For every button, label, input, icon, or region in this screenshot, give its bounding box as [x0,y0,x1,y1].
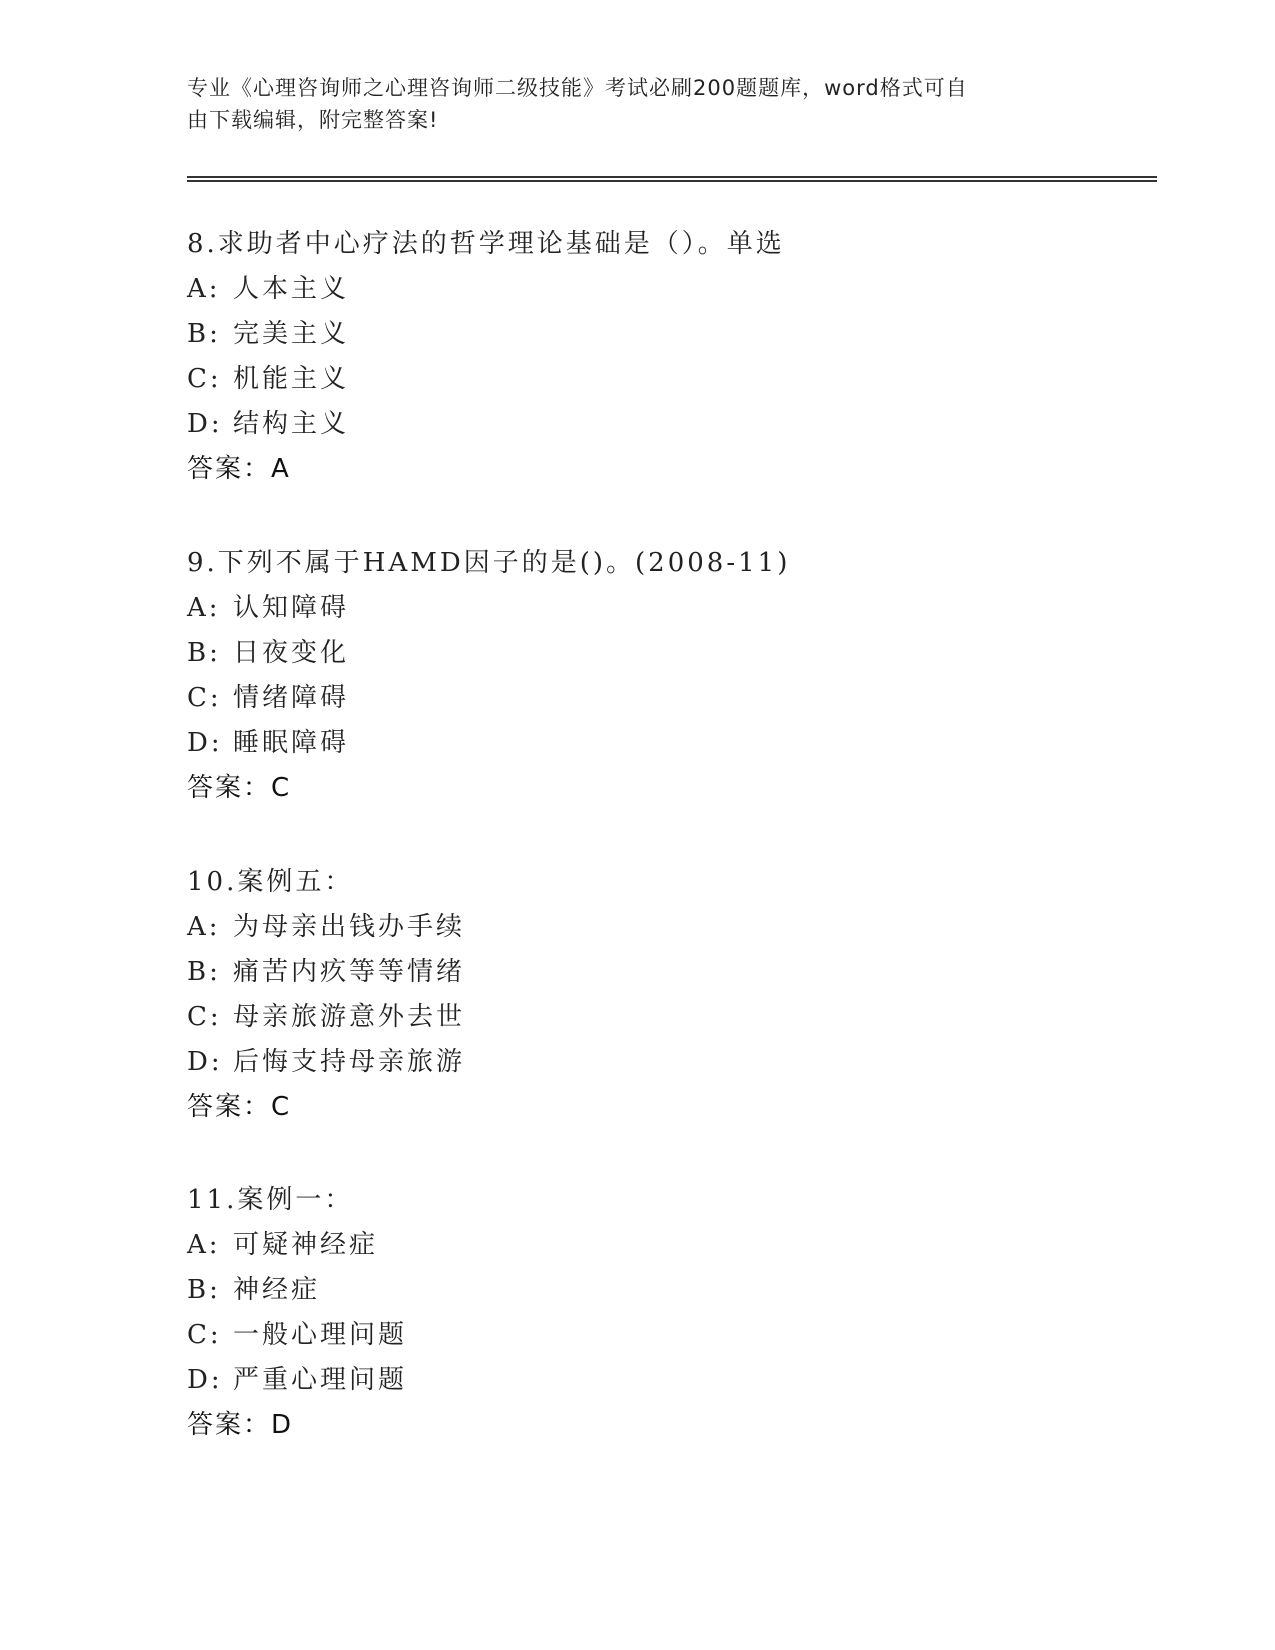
option-d [187,721,1087,766]
option-a [187,586,1087,631]
option-c [187,1313,1087,1358]
option-key: C: [187,683,222,713]
question-10 [187,860,1087,1130]
header-divider [187,176,1157,182]
option-text: 完美主义 [233,319,350,349]
option-d [187,1358,1087,1403]
option-text: 痛苦内疚等等情绪 [233,957,466,987]
answer: 答案：D [187,1410,294,1440]
option-b [187,1268,1087,1313]
option-key: A: [187,274,221,304]
option-d [187,402,1087,447]
option-c [187,676,1087,721]
option-text: 结构主义 [233,409,350,439]
option-c [187,357,1087,402]
option-key: A: [187,912,221,942]
question-8 [187,222,1087,492]
option-b [187,631,1087,676]
option-c [187,995,1087,1040]
option-key: D: [187,1047,223,1077]
option-key: D: [187,728,223,758]
question-title: 10.案例五： [187,867,354,897]
question-title: 9.下列不属于HAMD因子的是()。(2008-11) [187,548,791,578]
option-key: C: [187,1320,222,1350]
option-text: 睡眠障碍 [233,728,350,758]
question-11 [187,1178,1087,1448]
option-key: A: [187,1230,221,1260]
option-text: 认知障碍 [233,593,350,623]
option-text: 为母亲出钱办手续 [233,912,466,942]
option-key: B: [187,638,221,668]
option-text: 情绪障碍 [233,683,350,713]
question-9 [187,541,1087,811]
option-b [187,950,1087,995]
option-key: B: [187,319,221,349]
option-text: 母亲旅游意外去世 [233,1002,466,1032]
option-key: D: [187,409,223,439]
answer: 答案：C [187,1092,292,1122]
option-key: B: [187,957,221,987]
option-key: C: [187,364,222,394]
document-header [187,72,1067,136]
option-key: D: [187,1365,223,1395]
option-key: B: [187,1275,221,1305]
option-a [187,267,1087,312]
header-line-2: 由下载编辑，附完整答案! [187,108,439,132]
option-a [187,905,1087,950]
answer: 答案：A [187,454,291,484]
option-text: 日夜变化 [233,638,350,668]
question-title: 11.案例一： [187,1185,354,1215]
option-b [187,312,1087,357]
option-text: 机能主义 [233,364,350,394]
option-text: 神经症 [233,1275,321,1305]
header-line-1: 专业《心理咨询师之心理咨询师二级技能》考试必刷200题题库，word格式可自 [187,76,968,100]
option-text: 人本主义 [233,274,350,304]
answer: 答案：C [187,773,292,803]
option-d [187,1040,1087,1085]
question-title: 8.求助者中心疗法的哲学理论基础是（）。单选 [187,229,785,259]
option-key: A: [187,593,221,623]
option-text: 一般心理问题 [233,1320,408,1350]
option-a [187,1223,1087,1268]
option-text: 可疑神经症 [233,1230,379,1260]
option-text: 后悔支持母亲旅游 [233,1047,466,1077]
option-key: C: [187,1002,222,1032]
option-text: 严重心理问题 [233,1365,408,1395]
